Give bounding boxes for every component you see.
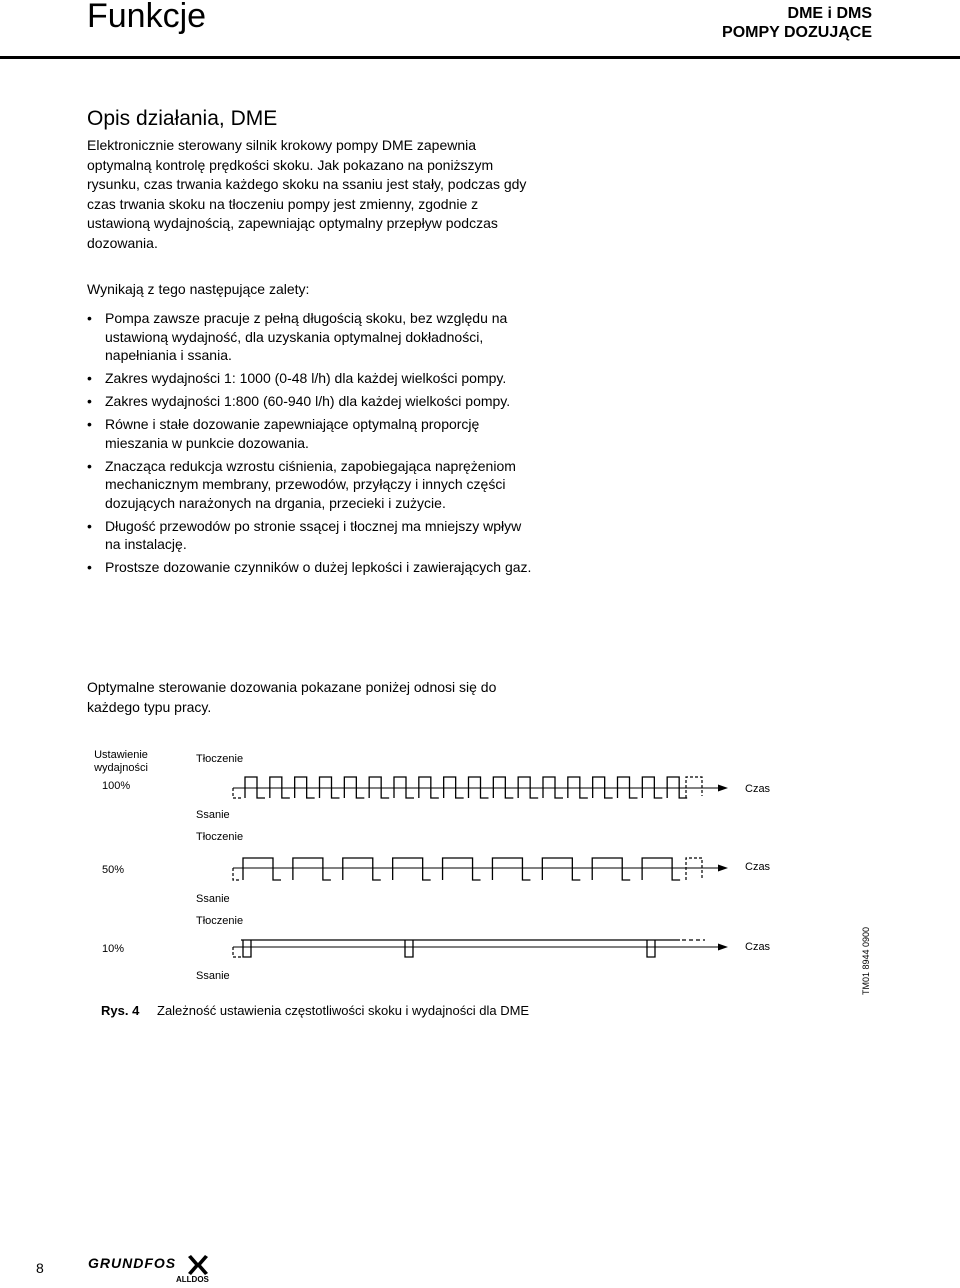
setting-label-line1: Ustawienie (94, 749, 148, 761)
suction-label: Ssanie (196, 970, 230, 982)
stroke-pulse (642, 858, 680, 880)
advantages-intro: Wynikają z tego następujące zalety: (87, 281, 310, 297)
list-item: • Równe i stałe dozowanie zapewniające optymalną proporcję mieszania w punkcie dozowania. (87, 415, 537, 452)
header-rule (0, 56, 960, 59)
grundfos-logo (88, 1254, 228, 1284)
stroke-pulse (647, 940, 655, 957)
discharge-label: Tłoczenie (196, 915, 244, 927)
list-item: • Prostsze dozowanie czynników o dużej lepkości i zawierających gaz. (87, 558, 537, 577)
time-axis-arrow (718, 865, 728, 872)
waveform-continuation (686, 858, 702, 880)
brand-wordmark: GRUNDFOS (88, 1255, 177, 1271)
suction-label: Ssanie (196, 893, 230, 905)
header-product-block (722, 4, 872, 42)
closing-paragraph: Optymalne sterowanie dozowania pokazane poniżej odnosi się do każdego typu pracy. (87, 679, 497, 715)
drawing-code: TM01 8944 0900 (861, 926, 871, 995)
stroke-pulse (243, 940, 251, 957)
time-axis-arrow (718, 944, 728, 951)
waveform-100 (233, 777, 728, 798)
stroke-pulse (592, 858, 630, 880)
header-subtitle: POMPY DOZUJĄCE (722, 24, 872, 41)
suction-label: Ssanie (196, 809, 230, 821)
stroke-pulse (293, 858, 331, 880)
list-item: • Zakres wydajności 1:800 (60-940 l/h) dla każdej wielkości pompy. (87, 392, 537, 411)
row-setting-50: 50% (102, 864, 125, 876)
time-label: Czas (745, 783, 771, 795)
figure-number: Rys. 4 (101, 1003, 140, 1018)
waveform-start (233, 947, 241, 957)
discharge-label: Tłoczenie (196, 831, 244, 843)
list-item: • Pompa zawsze pracuje z pełną długością skoku, bez względu na ustawioną wydajność, dla uzyskania optymalnej dokładności, napełniania i ssania. (87, 309, 537, 365)
list-item: • Zakres wydajności 1: 1000 (0-48 l/h) dla każdej wielkości pompy. (87, 369, 537, 388)
page-title: Funkcje (87, 0, 207, 35)
waveform-50 (233, 858, 728, 880)
waveform-start (233, 788, 241, 798)
time-axis-arrow (718, 785, 728, 792)
list-item: • Długość przewodów po stronie ssącej i tłocznej ma mniejszy wpływ na instalację. (87, 517, 537, 554)
list-item: • Znacząca redukcja wzrostu ciśnienia, zapobiegająca naprężeniom mechanicznym membrany, przewodów, przyłączy i innych części dozujących narażonych na drgania, przecieki i zużycie. (87, 457, 537, 513)
time-label: Czas (745, 941, 771, 953)
section-title: Opis działania, DME (87, 107, 278, 130)
stroke-frequency-diagram (0, 740, 960, 1000)
stroke-pulse (542, 858, 580, 880)
stroke-pulse (405, 940, 413, 957)
waveform-10 (233, 940, 728, 957)
row-setting-10: 10% (102, 943, 125, 955)
page-number: 8 (36, 1260, 44, 1276)
row-setting-100: 100% (102, 780, 131, 792)
stroke-pulse (343, 858, 381, 880)
intro-paragraph: Elektronicznie sterowany silnik krokowy pompy DME zapewnia optymalną kontrolę prędkości skoku. Jak pokazano na poniższym rysunku, czas trwania każdego skoku na ssaniu jest stały, podczas gdy czas trwania skoku na tłoczeniu pompy jest zmienny, zgodnie z ustawioną wydajnością, zapewniając optymalny przepływ podczas dozowania. (87, 137, 527, 251)
advantages-list (87, 309, 537, 581)
sub-brand: ALLDOS (176, 1275, 209, 1284)
time-label: Czas (745, 861, 771, 873)
stroke-pulse (243, 858, 281, 880)
stroke-pulse (443, 858, 481, 880)
grundfos-man-icon (188, 1255, 208, 1275)
discharge-label: Tłoczenie (196, 753, 244, 765)
stroke-pulse (492, 858, 530, 880)
header-product: DME i DMS (787, 5, 872, 22)
waveform-start (233, 868, 241, 880)
setting-label-line2: wydajności (94, 762, 148, 774)
figure-caption: Zależność ustawienia częstotliwości skoku i wydajności dla DME (157, 1003, 530, 1018)
stroke-pulse (393, 858, 431, 880)
